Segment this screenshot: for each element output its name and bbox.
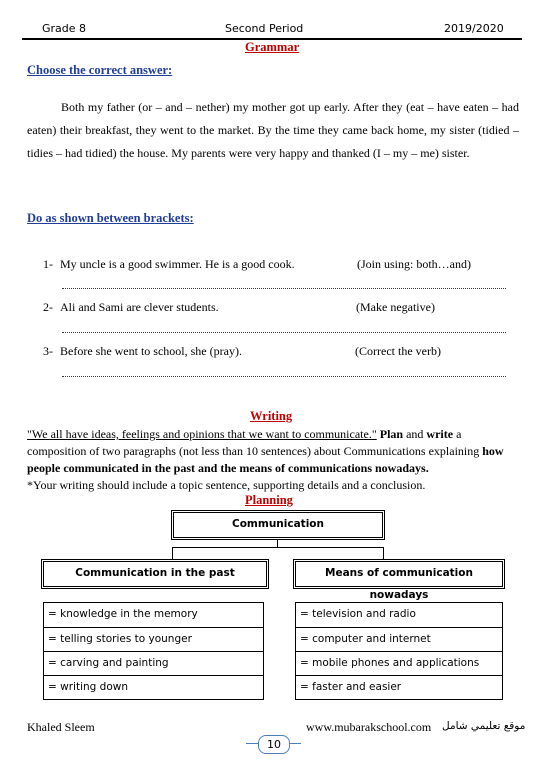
list-item: = computer and internet [296, 627, 502, 651]
item-instruction: (Make negative) [356, 300, 435, 314]
footer-arabic: موقع تعليمي شامل [442, 720, 526, 732]
choose-section-title: Choose the correct answer: [27, 63, 173, 77]
writing-plan: Plan [379, 427, 404, 441]
writing-instructions: a composition of two paragraphs (not less than 10 sentences) about Communications explaining [27, 427, 480, 458]
diagram-root-box: Communication [171, 510, 385, 540]
item-sentence: Before she went to school, she (pray). [60, 344, 242, 358]
item-instruction: (Join using: both…and) [357, 257, 471, 271]
item-number: 1- [43, 257, 53, 271]
answer-line[interactable] [62, 332, 506, 333]
footer-author: Khaled Sleem [27, 720, 95, 734]
list-item: = mobile phones and applications [296, 651, 502, 675]
page-number: 10 [258, 735, 290, 754]
item-number: 3- [43, 344, 53, 358]
writing-write: write [426, 427, 454, 441]
page-rule-left [246, 743, 258, 744]
diagram-left-title: Communication in the past [41, 559, 269, 589]
period-label: Second Period [225, 22, 304, 35]
diagram-right-title: Means of communication nowadays [293, 559, 505, 589]
year-label: 2019/2020 [444, 22, 504, 35]
list-item: = television and radio [300, 608, 416, 620]
planning-title: Planning [245, 493, 293, 507]
grade-label: Grade 8 [42, 22, 87, 35]
item-sentence: My uncle is a good swimmer. He is a good cook. [60, 257, 295, 271]
answer-line[interactable] [62, 288, 506, 289]
grammar-title: Grammar [245, 40, 300, 54]
connector-line [172, 547, 173, 559]
diagram-left-list [43, 602, 264, 700]
list-item: = carving and painting [44, 651, 263, 675]
connector-line [172, 547, 384, 548]
list-item: = faster and easier [296, 675, 502, 699]
writing-and: and [406, 427, 424, 441]
list-item: = telling stories to younger [44, 627, 263, 651]
list-item: = writing down [44, 675, 263, 699]
writing-quote: "We all have ideas, feelings and opinions that we want to communicate." [27, 427, 377, 441]
item-instruction: (Correct the verb) [355, 344, 441, 358]
answer-line[interactable] [62, 376, 506, 377]
writing-title: Writing [250, 409, 293, 423]
grammar-paragraph: Both my father (or – and – nether) my mother got up early. After they (eat – have eaten – had eaten) their breakfast, they went to the market. By the time they came back home, my sister (tidied – tidies – had tidied) the house. My parents were very happy and thanked (I – my – me) sister. [27, 100, 519, 160]
page-rule-right [289, 743, 301, 744]
writing-note: *Your writing should include a topic sentence, supporting details and a conclusion. [27, 478, 426, 492]
list-item: = knowledge in the memory [48, 608, 198, 620]
do-as-shown-title: Do as shown between brackets: [27, 211, 194, 225]
item-sentence: Ali and Sami are clever students. [60, 300, 219, 314]
connector-line [383, 547, 384, 559]
diagram-right-list [295, 602, 503, 700]
footer-website[interactable]: www.mubarakschool.com [306, 720, 432, 734]
writing-prompt [27, 426, 521, 477]
item-number: 2- [43, 300, 53, 314]
writing-topic: how people communicated in the past and the means of communications nowadays. [27, 444, 504, 475]
